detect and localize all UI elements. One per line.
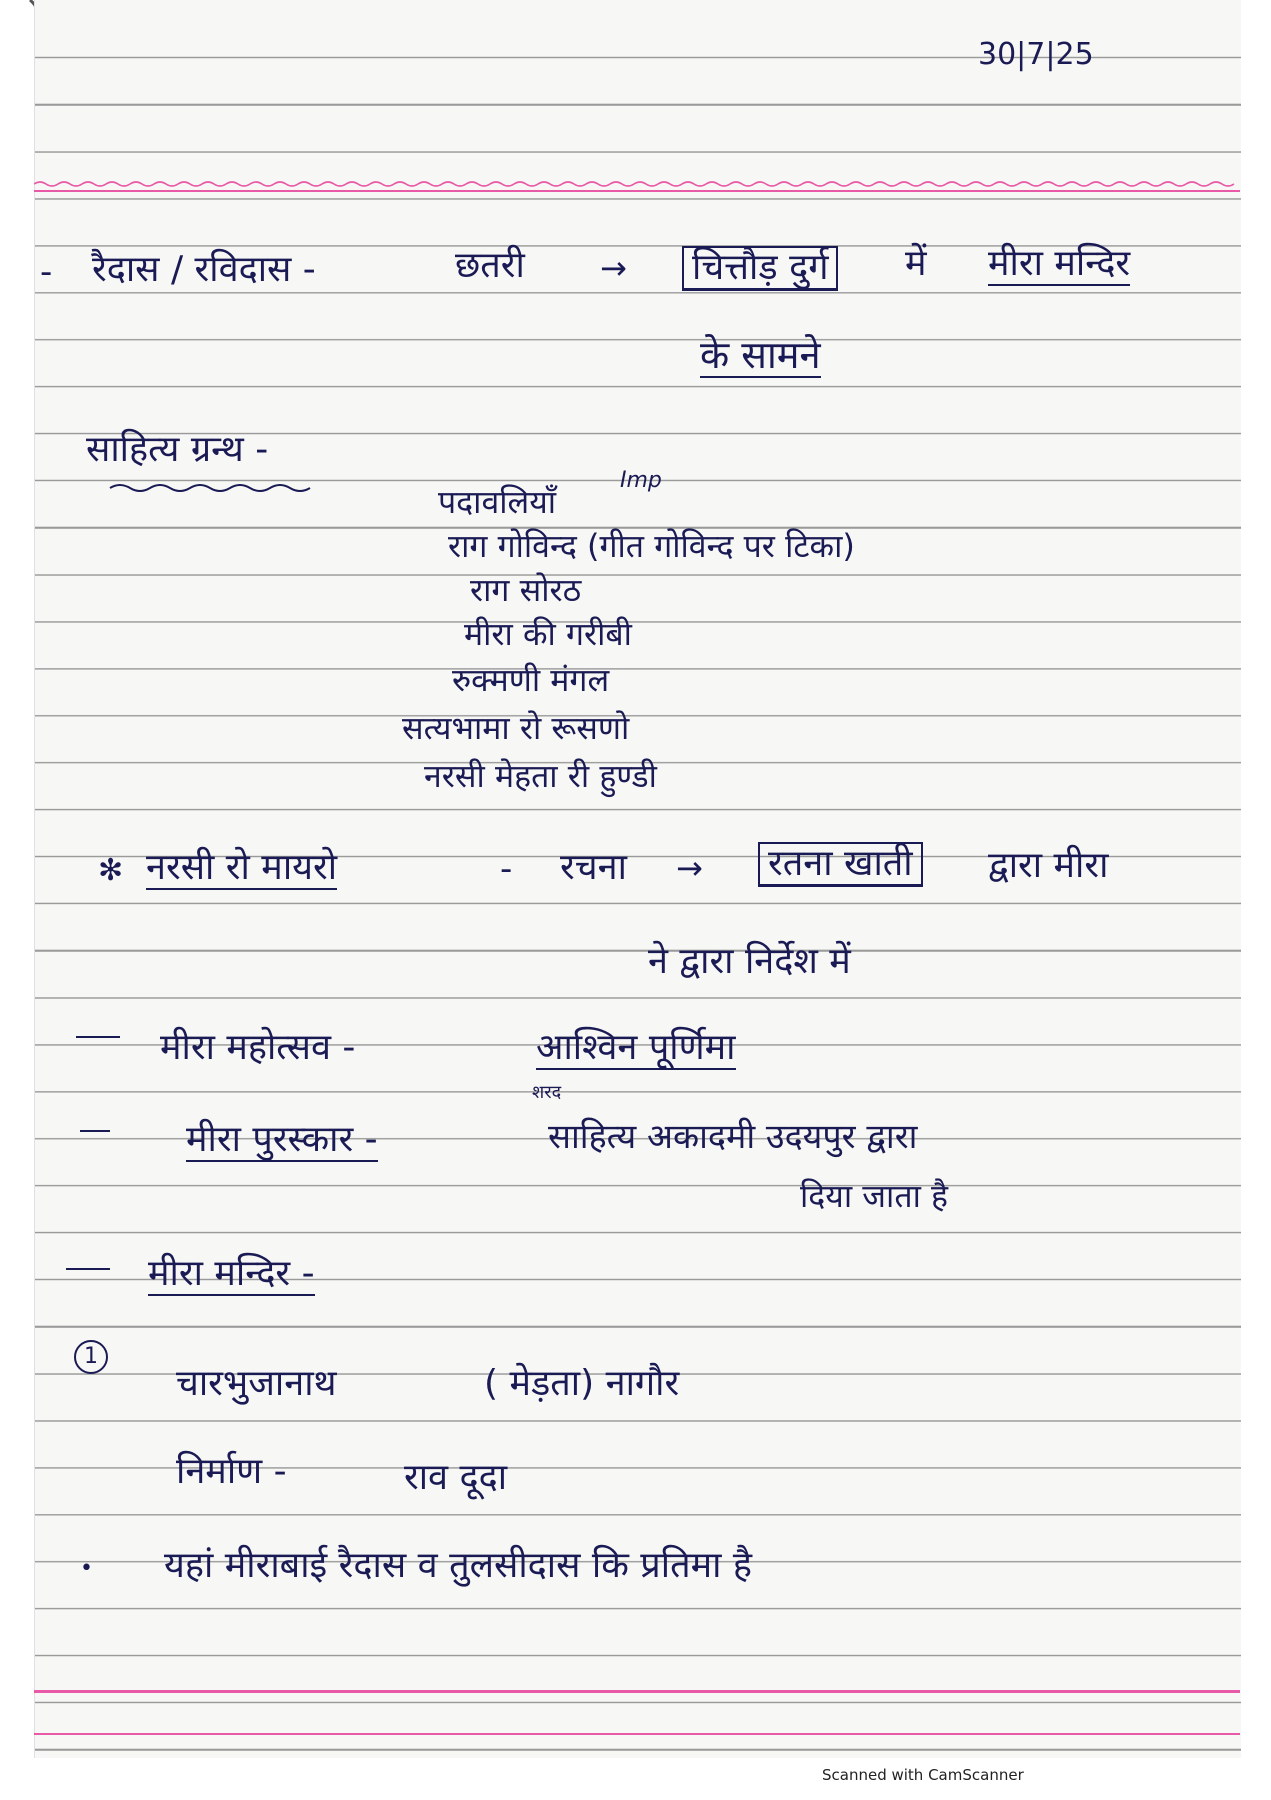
star-mark: ✻: [98, 853, 124, 888]
builder-name: राव दूदा: [404, 1457, 508, 1498]
lit-item-5: रुक्मणी मंगल: [452, 661, 610, 699]
literature-heading: साहित्य ग्रन्थ -: [86, 429, 269, 470]
narsi-dash: -: [500, 849, 513, 889]
chittor-fort-box: चित्तौड़ दुर्ग: [682, 246, 838, 291]
puraskar-title: मीरा पुरस्कार -: [186, 1119, 378, 1160]
heading-squiggle: [108, 480, 318, 494]
lit-item-2: राग गोविन्द (गीत गोविन्द पर टिका): [448, 527, 855, 565]
charbhuja-place: ( मेड़ता) नागौर: [484, 1363, 680, 1404]
mahotsav-value: आश्विन पूर्णिमा: [536, 1027, 736, 1068]
bottom-pink-rule-2: [34, 1733, 1240, 1735]
lit-item-3: राग सोरठ: [470, 571, 582, 609]
dash-mandir: [66, 1268, 110, 1270]
dash-puraskar: [80, 1130, 110, 1132]
rachna-label: रचना: [560, 847, 627, 888]
lit-item-6: सत्यभामा रो रूसणो: [402, 709, 630, 747]
fact-dot: •: [80, 1556, 93, 1581]
ke-samne: के सामने: [700, 333, 821, 377]
ratna-khati-box: रतना खाती: [758, 842, 923, 887]
number-circle: 1: [74, 1340, 108, 1374]
bullet-dash: -: [40, 252, 53, 292]
narsi-rest: द्वारा मीरा: [988, 845, 1109, 886]
mandir-title: मीरा मन्दिर -: [148, 1253, 315, 1294]
raidas-title: रैदास / रविदास -: [92, 249, 316, 290]
mein-word: में: [905, 243, 927, 284]
lit-item-7: नरसी मेहता री हुण्डी: [424, 757, 657, 795]
charbhuja-name: चारभुजानाथ: [176, 1363, 337, 1404]
lit-item-1: पदावलियाँ: [438, 483, 557, 521]
date: 30|7|25: [978, 37, 1094, 72]
narsi-title: नरसी रो मायरो: [146, 847, 338, 888]
arrow-1: →: [600, 249, 627, 287]
meera-temple: मीरा मन्दिर: [988, 243, 1131, 284]
chhatri-word: छतरी: [455, 245, 525, 286]
builder-label: निर्माण -: [176, 1451, 287, 1492]
narsi-line2: ने द्वारा निर्देश में: [648, 941, 851, 982]
imp-note: Imp: [620, 468, 662, 493]
lit-item-4: मीरा की गरीबी: [464, 615, 632, 653]
bottom-pink-rule: [34, 1690, 1240, 1693]
mahotsav-title: मीरा महोत्सव -: [160, 1027, 356, 1068]
puraskar-value: साहित्य अकादमी उदयपुर द्वारा: [548, 1117, 918, 1157]
scanner-footer: Scanned with CamScanner: [822, 1766, 1024, 1784]
puraskar-line2: दिया जाता है: [800, 1177, 949, 1215]
top-wavy-rule: [34, 180, 1240, 194]
fact-text: यहां मीराबाई रैदास व तुलसीदास कि प्रतिमा है: [164, 1545, 753, 1586]
arrow-2: →: [676, 849, 703, 887]
mahotsav-note: शरद: [532, 1082, 562, 1103]
dash-mahotsav: [76, 1036, 120, 1038]
